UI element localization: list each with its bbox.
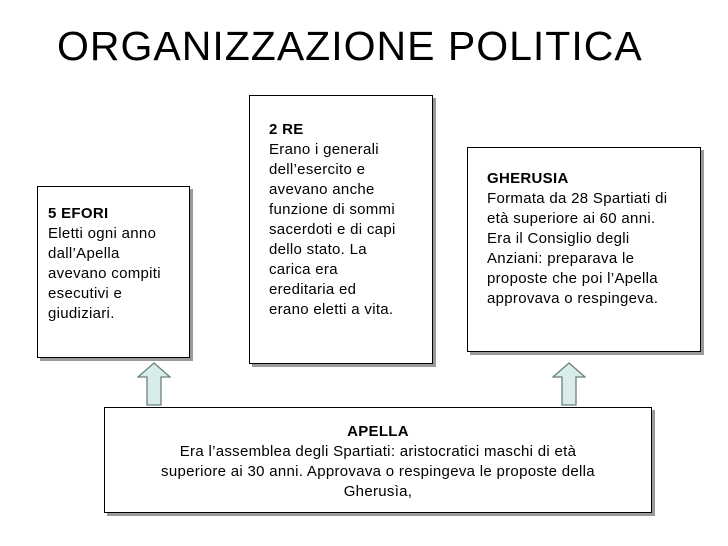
gherusia-line: approvava o respingeva. bbox=[487, 290, 659, 307]
gherusia-line: Anziani: preparava le bbox=[487, 250, 635, 267]
apella-line: Gherusìa, bbox=[343, 483, 413, 500]
gherusia-heading: GHERUSIA bbox=[487, 170, 569, 187]
re-line: dello stato. La bbox=[269, 241, 367, 258]
re-box bbox=[249, 95, 433, 364]
re-line: sacerdoti e di capi bbox=[269, 221, 396, 238]
re-line: Erano i generali bbox=[269, 141, 379, 158]
re-line: erano eletti a vita. bbox=[269, 301, 394, 318]
re-line: avevano anche bbox=[269, 181, 375, 198]
gherusia-line: proposte che poi l’Apella bbox=[487, 270, 658, 287]
efori-line: dall’Apella bbox=[48, 245, 120, 262]
re-heading: 2 RE bbox=[269, 121, 304, 138]
re-line: carica era bbox=[269, 261, 338, 278]
efori-line: esecutivi e bbox=[48, 285, 123, 302]
apella-line: Era l’assemblea degli Spartiati: aristocratici maschi di età bbox=[179, 443, 577, 460]
gherusia-line: Formata da 28 Spartiati di bbox=[487, 190, 668, 207]
efori-line: giudiziari. bbox=[48, 305, 115, 322]
arrow-up-icon bbox=[552, 362, 586, 406]
apella-line: superiore ai 30 anni. Approvava o respingeva le proposte della bbox=[161, 463, 595, 480]
apella-heading: APELLA bbox=[347, 423, 409, 440]
re-line: funzione di sommi bbox=[269, 201, 395, 218]
gherusia-line: età superiore ai 60 anni. bbox=[487, 210, 656, 227]
efori-line: Eletti ogni anno bbox=[48, 225, 157, 242]
arrow-up-shape bbox=[553, 363, 585, 405]
re-line: dell’esercito e bbox=[269, 161, 366, 178]
apella-box bbox=[104, 407, 652, 513]
page-title: ORGANIZZAZIONE POLITICA bbox=[57, 23, 643, 69]
arrow-up-shape bbox=[138, 363, 170, 405]
efori-heading: 5 EFORI bbox=[48, 205, 109, 222]
efori-line: avevano compiti bbox=[48, 265, 161, 282]
gherusia-box bbox=[467, 147, 701, 352]
efori-box bbox=[37, 186, 190, 358]
gherusia-line: Era il Consiglio degli bbox=[487, 230, 630, 247]
arrow-up-icon bbox=[137, 362, 171, 406]
re-line: ereditaria ed bbox=[269, 281, 357, 298]
